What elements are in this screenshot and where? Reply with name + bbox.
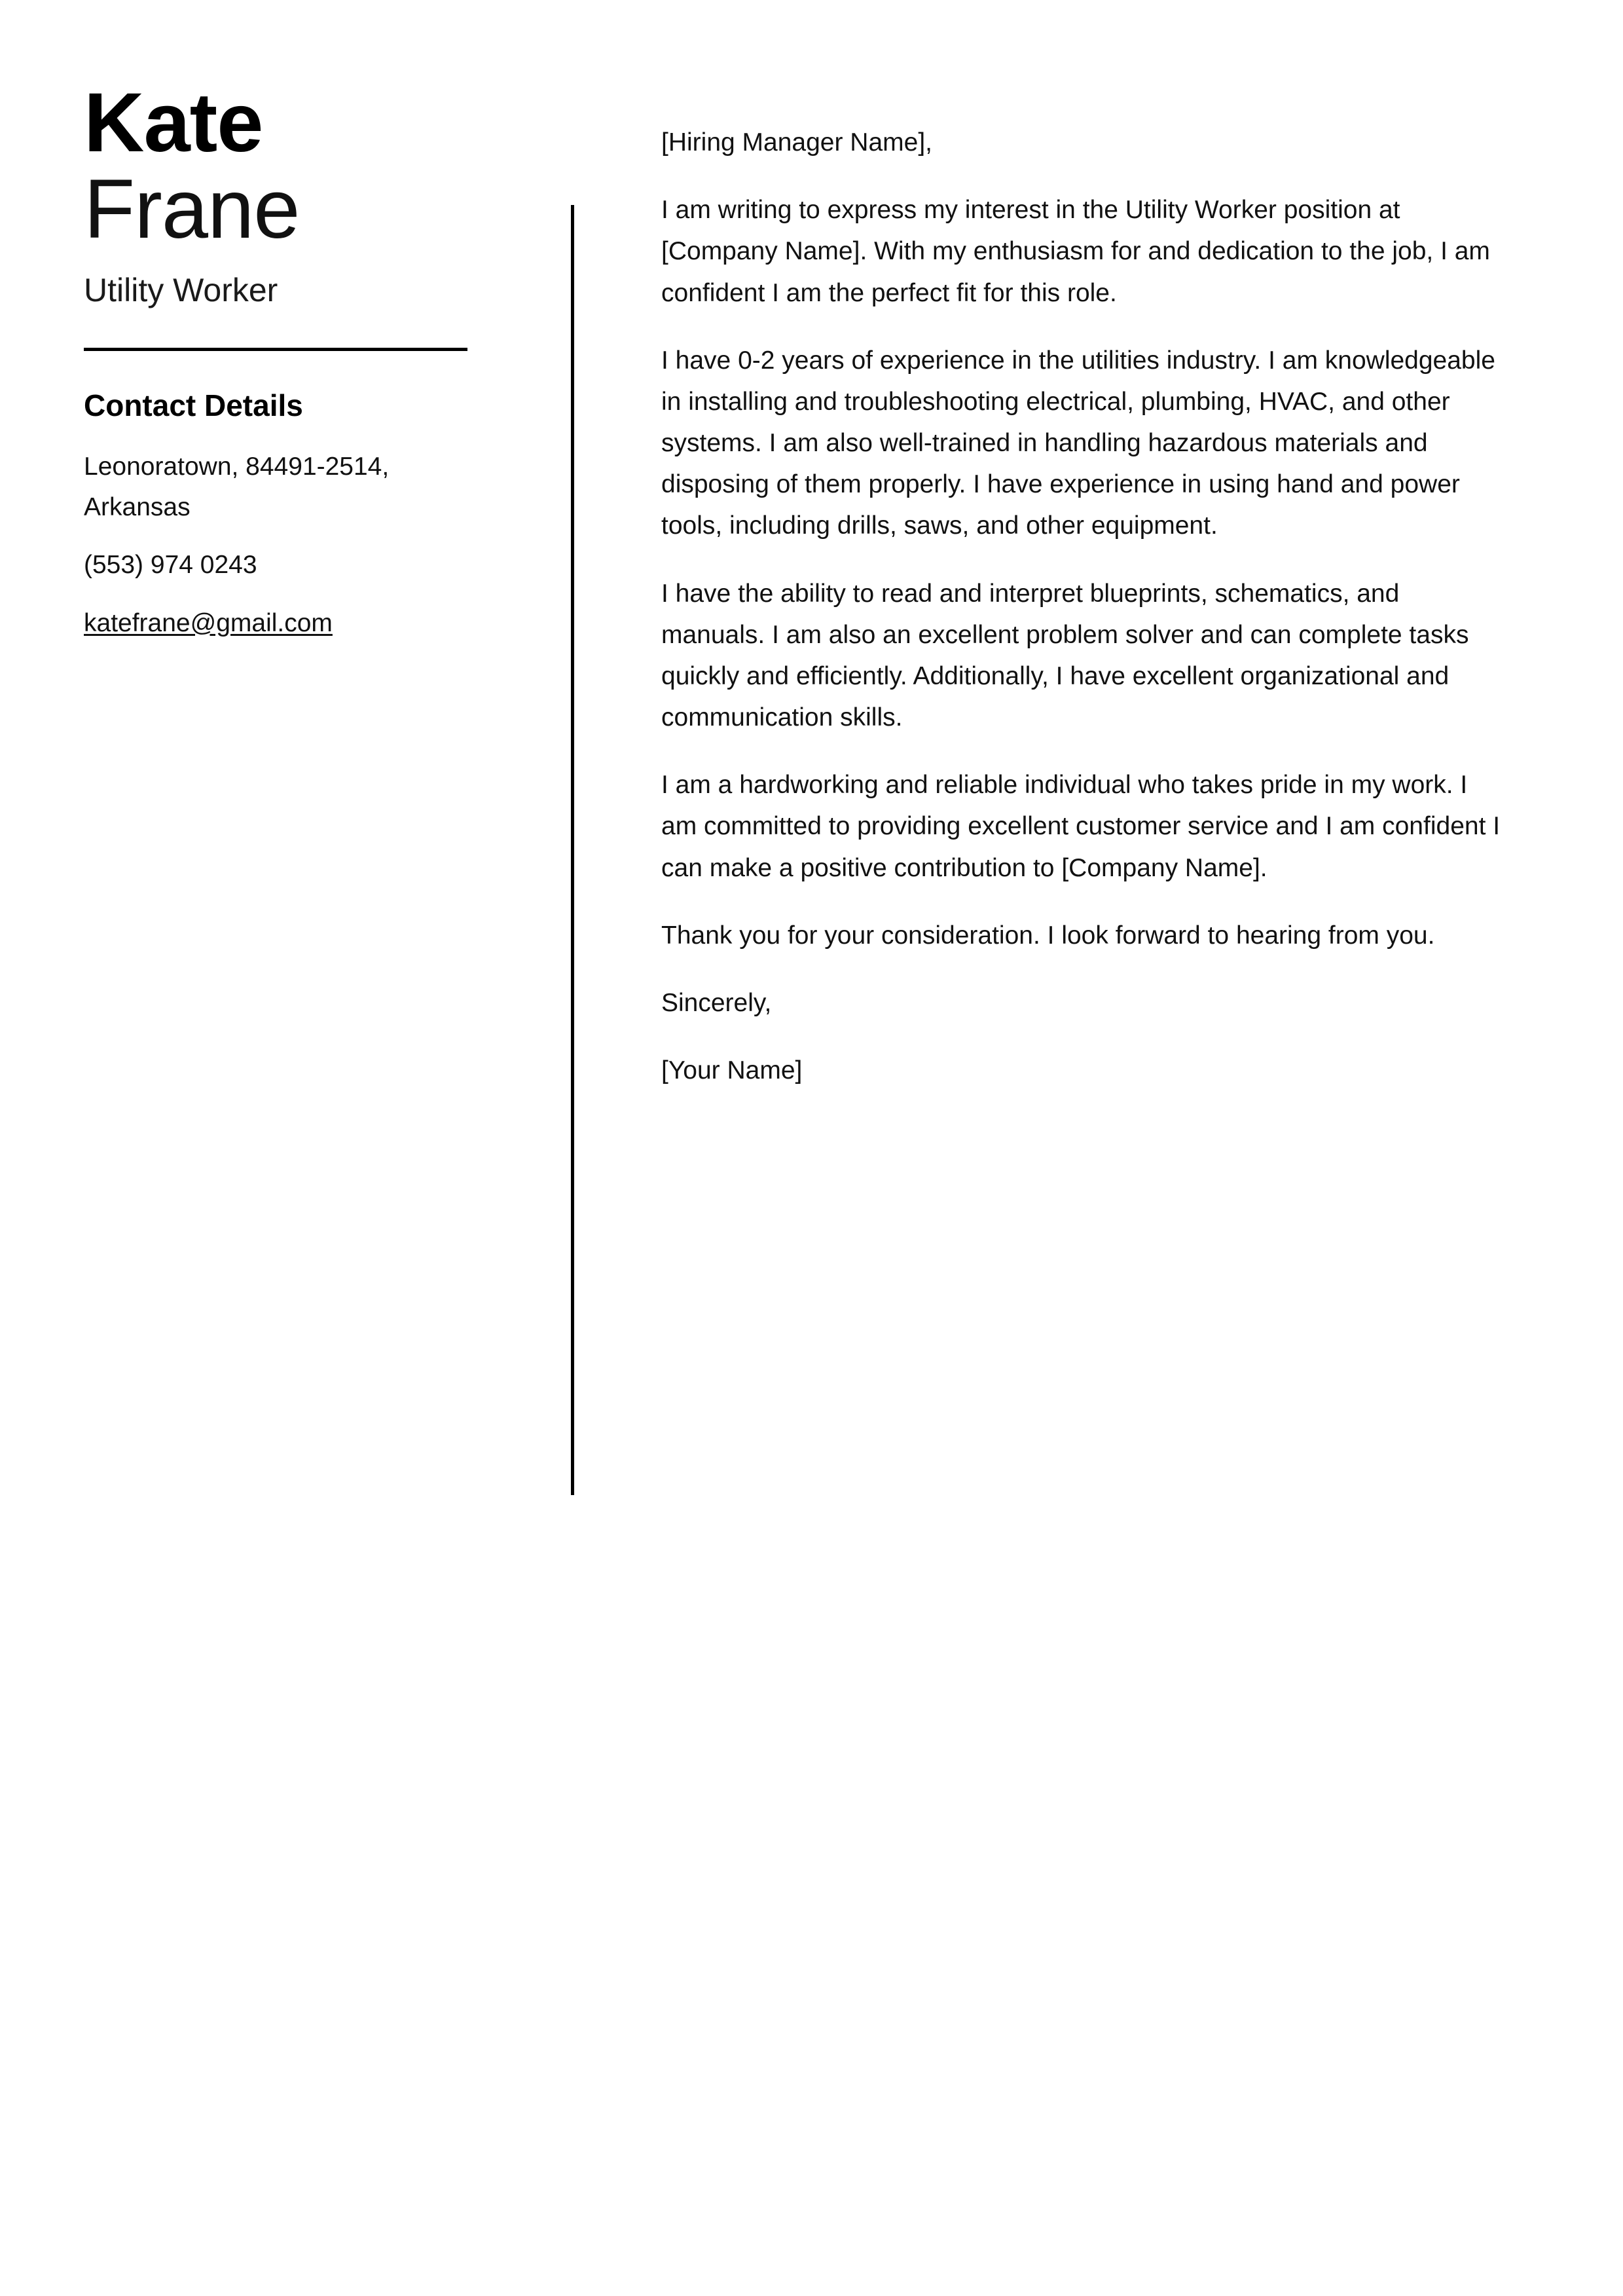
header-divider-rule (84, 348, 467, 351)
contact-email-link[interactable]: katefrane@gmail.com (84, 608, 333, 637)
letter-signature: [Your Name] (661, 1056, 803, 1085)
letter-paragraph-3: I have the ability to read and interpret blueprints, schematics, and manuals. I am also an excellent problem solver and can complete tasks quickly and efficiently. Additionally, I have excellent organizational and communication skills. (661, 579, 1469, 732)
contact-address: Leonoratown, 84491-2514, Arkansas (84, 452, 390, 521)
letter-salutation: [Hiring Manager Name], (661, 128, 932, 157)
letter-closing: Sincerely, (661, 988, 772, 1017)
left-sidebar (84, 76, 503, 644)
contact-details-list (84, 447, 503, 644)
applicant-job-title: Utility Worker (84, 272, 278, 309)
column-divider-rule (571, 205, 574, 1495)
applicant-last-name: Frane (84, 162, 300, 256)
letter-paragraph-2: I have 0-2 years of experience in the utilities industry. I am knowledgeable in installing and troubleshooting electrical, plumbing, HVAC, and other systems. I am also well-trained in handling hazardous materials and disposing of them properly. I have experience in using hand and power tools, including drills, saws, and other equipment. (661, 346, 1495, 540)
letter-paragraph-5: Thank you for your consideration. I look forward to hearing from you. (661, 921, 1435, 950)
applicant-name (84, 76, 503, 256)
letter-body (661, 122, 1506, 1091)
letter-paragraph-1: I am writing to express my interest in the Utility Worker position at [Company Name]. With my enthusiasm for and dedication to the job, I am confident I am the perfect fit for this role. (661, 196, 1490, 307)
contact-details-heading: Contact Details (84, 388, 303, 423)
letter-paragraph-4: I am a hardworking and reliable individual who takes pride in my work. I am committed to providing excellent customer service and I am confident I can make a positive contribution to [Company Name]. (661, 771, 1501, 882)
contact-phone[interactable]: (553) 974 0243 (84, 551, 257, 580)
applicant-first-name: Kate (84, 76, 263, 170)
